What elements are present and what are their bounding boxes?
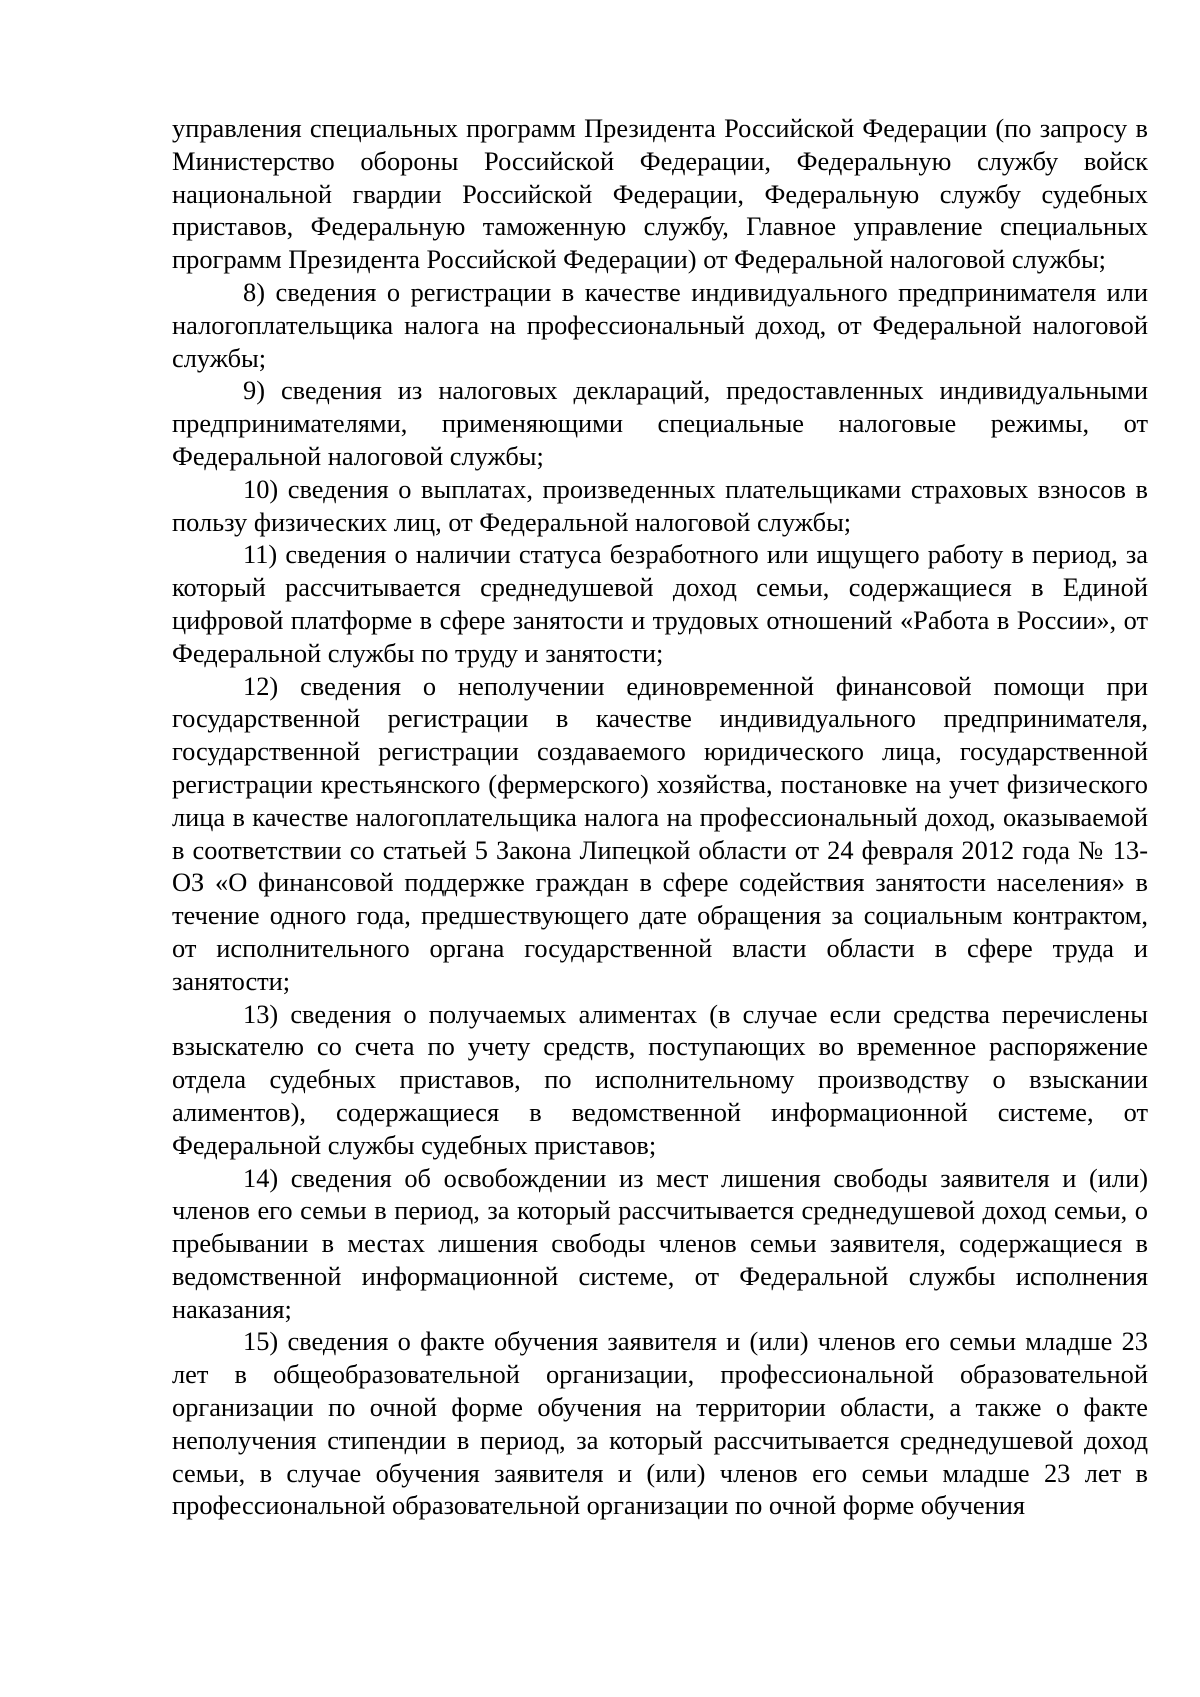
paragraph-item-10: 10) сведения о выплатах, произведенных плательщиками страховых взносов в пользу физических лиц, от Федеральной налоговой службы; [172,473,1148,537]
paragraph-item-12: 12) сведения о неполучении единовременной финансовой помощи при государственной регистрации в качестве индивидуального предпринимателя, государственной регистрации создаваемого юридического лица, государственной регистрации крестьянского (фермерского) хозяйства, постановке на учет физического лица в качестве налогоплательщика налога на профессиональный доход, оказываемой в соответствии со статьей 5 Закона Липецкой области от 24 февраля 2012 года № 13-ОЗ «О финансовой поддержке граждан в сфере содействия занятости населения» в течение одного года, предшествующего дате обращения за социальным контрактом, от исполнительного органа государственной власти области в сфере труда и занятости; [172,670,1148,996]
paragraph-item-8: 8) сведения о регистрации в качестве индивидуального предпринимателя или налогоплательщика налога на профессиональный доход, от Федеральной налоговой службы; [172,276,1148,373]
paragraph-item-14: 14) сведения об освобождении из мест лишения свободы заявителя и (или) членов его семьи в период, за который рассчитывается среднедушевой доход семьи, о пребывании в местах лишения свободы членов семьи заявителя, содержащиеся в ведомственной информационной системе, от Федеральной службы исполнения наказания; [172,1162,1148,1324]
paragraph-item-15: 15) сведения о факте обучения заявителя и (или) членов его семьи младше 23 лет в общеобразовательной организации, профессиональной образовательной организации по очной форме обучения на территории области, а также о факте неполучения стипендии в период, за который рассчитывается среднедушевой доход семьи, в случае обучения заявителя и (или) членов его семьи младше 23 лет в профессиональной образовательной организации по очной форме обучения [172,1326,1148,1521]
paragraph-item-9: 9) сведения из налоговых деклараций, предоставленных индивидуальными предпринимателями, применяющими специальные налоговые режимы, от Федеральной налоговой службы; [172,375,1148,471]
paragraph-item-13: 13) сведения о получаемых алиментах (в случае если средства перечислены взыскателю со счета по учету средств, поступающих во временное распоряжение отдела судебных приставов, по исполнительному производству о взыскании алиментов), содержащиеся в ведомственной информационной системе, от Федеральной службы судебных приставов; [172,998,1148,1160]
paragraph-0: управления специальных программ Президента Российской Федерации (по запросу в Министерство обороны Российской Федерации, Федеральную службу войск национальной гвардии Российской Федерации, Федеральную службу судебных приставов, Федеральную таможенную службу, Главное управление специальных программ Президента Российской Федерации) от Федеральной налоговой службы; [172,113,1148,275]
document-page [172,112,1148,1522]
paragraph-item-11: 11) сведения о наличии статуса безработного или ищущего работу в период, за который рассчитывается среднедушевой доход семьи, содержащиеся в Единой цифровой платформе в сфере занятости и трудовых отношений «Работа в России», от Федеральной службы по труду и занятости; [172,539,1148,668]
